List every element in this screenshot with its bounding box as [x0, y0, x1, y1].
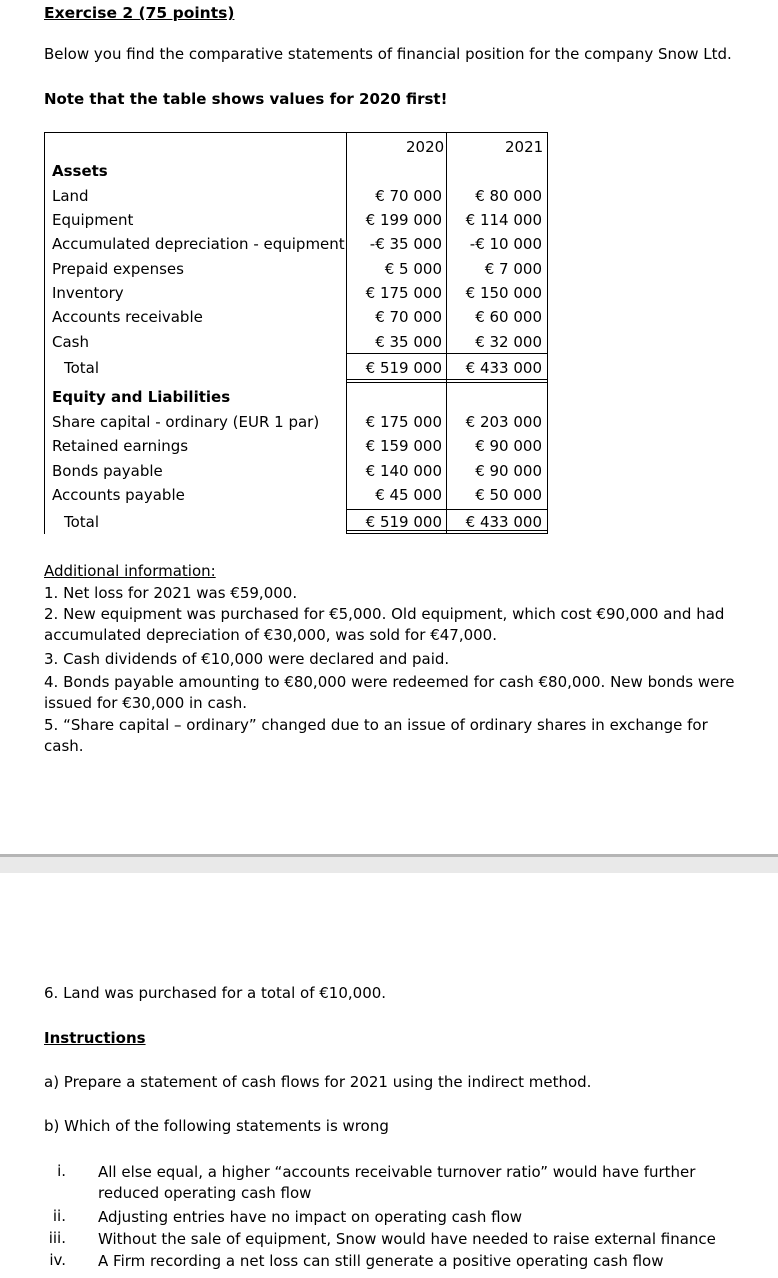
eq-subtotal-line [346, 509, 548, 510]
row-label: Share capital - ordinary (EUR 1 par) [52, 413, 320, 431]
note-text: Note that the table shows values for 2020 first! [44, 90, 448, 108]
row-value-2020: € 35 000 [375, 333, 442, 351]
exercise-title: Exercise 2 (75 points) [44, 4, 235, 22]
row-value-2020: € 140 000 [365, 462, 442, 480]
eq-total-2021: € 433 000 [465, 513, 542, 531]
row-value-2021: € 150 000 [465, 284, 542, 302]
balance-sheet-table [44, 132, 548, 534]
page-break-gap [0, 857, 778, 873]
table-border-top [44, 132, 548, 133]
assets-total-2021: € 433 000 [465, 359, 542, 377]
row-value-2020: € 175 000 [365, 284, 442, 302]
row-label: Cash [52, 333, 89, 351]
statement-number: ii. [52, 1207, 66, 1225]
additional-info-heading: Additional information: [44, 562, 216, 580]
eq-total-label: Total [64, 513, 100, 531]
intro-text: Below you find the comparative statements of financial position for the company Snow Ltd. [44, 45, 732, 63]
question-a: a) Prepare a statement of cash flows for 2021 using the indirect method. [44, 1073, 592, 1091]
row-value-2021: € 50 000 [475, 486, 542, 504]
statement-number: iv. [49, 1251, 66, 1269]
row-value-2020: € 70 000 [375, 308, 442, 326]
assets-total-2020: € 519 000 [365, 359, 442, 377]
row-value-2020: € 159 000 [365, 437, 442, 455]
table-divider-1 [346, 132, 347, 534]
instructions-heading: Instructions [44, 1029, 146, 1047]
row-value-2021: € 90 000 [475, 462, 542, 480]
row-value-2020: € 45 000 [375, 486, 442, 504]
row-label: Land [52, 187, 89, 205]
assets-heading: Assets [52, 162, 108, 180]
additional-item: 4. Bonds payable amounting to €80,000 were redeemed for cash €80,000. New bonds were issued for €30,000 in cash. [44, 673, 735, 712]
equity-liabilities-heading: Equity and Liabilities [52, 388, 231, 406]
additional-item: 3. Cash dividends of €10,000 were declared and paid. [44, 650, 450, 668]
row-value-2020: € 175 000 [365, 413, 442, 431]
assets-total-line-2 [346, 382, 548, 383]
statement-text: All else equal, a higher “accounts receivable turnover ratio” would have further reduced operating cash flow [98, 1163, 696, 1202]
row-value-2021: € 114 000 [465, 211, 542, 229]
row-label: Accumulated depreciation - equipment [52, 235, 345, 253]
row-label: Prepaid expenses [52, 260, 184, 278]
row-label: Bonds payable [52, 462, 163, 480]
assets-total-label: Total [64, 359, 100, 377]
table-border-left [44, 132, 45, 534]
row-value-2021: € 32 000 [475, 333, 542, 351]
row-value-2021: € 60 000 [475, 308, 542, 326]
header-2021: 2021 [505, 138, 544, 156]
eq-total-2020: € 519 000 [365, 513, 442, 531]
row-value-2020: € 70 000 [375, 187, 442, 205]
statement-number: iii. [48, 1229, 66, 1247]
statement-text: Adjusting entries have no impact on operating cash flow [98, 1208, 523, 1226]
row-label: Inventory [52, 284, 124, 302]
row-label: Equipment [52, 211, 134, 229]
row-value-2020: € 199 000 [365, 211, 442, 229]
row-value-2021: € 7 000 [484, 260, 542, 278]
table-border-right [547, 132, 548, 534]
row-value-2020: € 5 000 [384, 260, 442, 278]
row-value-2021: € 90 000 [475, 437, 542, 455]
table-divider-2 [446, 132, 447, 534]
row-label: Retained earnings [52, 437, 189, 455]
eq-total-line-2 [346, 533, 548, 534]
statement-text: A Firm recording a net loss can still generate a positive operating cash flow [98, 1252, 664, 1270]
assets-subtotal-line [346, 353, 548, 354]
header-2020: 2020 [406, 138, 445, 156]
row-value-2021: € 203 000 [465, 413, 542, 431]
row-value-2021: -€ 10 000 [469, 235, 542, 253]
statement-text: Without the sale of equipment, Snow would have needed to raise external finance [98, 1230, 716, 1248]
row-label: Accounts payable [52, 486, 185, 504]
question-b: b) Which of the following statements is wrong [44, 1117, 389, 1135]
additional-item-6: 6. Land was purchased for a total of €10,000. [44, 984, 387, 1002]
statement-number: i. [57, 1162, 66, 1180]
additional-item: 5. “Share capital – ordinary” changed due to an issue of ordinary shares in exchange for cash. [44, 716, 708, 755]
row-label: Accounts receivable [52, 308, 203, 326]
assets-total-line-1 [346, 379, 548, 380]
row-value-2021: € 80 000 [475, 187, 542, 205]
row-value-2020: -€ 35 000 [369, 235, 442, 253]
additional-item: 2. New equipment was purchased for €5,000. Old equipment, which cost €90,000 and had accumulated depreciation of €30,000, was sold for €47,000. [44, 605, 725, 644]
additional-item: 1. Net loss for 2021 was €59,000. [44, 584, 298, 602]
